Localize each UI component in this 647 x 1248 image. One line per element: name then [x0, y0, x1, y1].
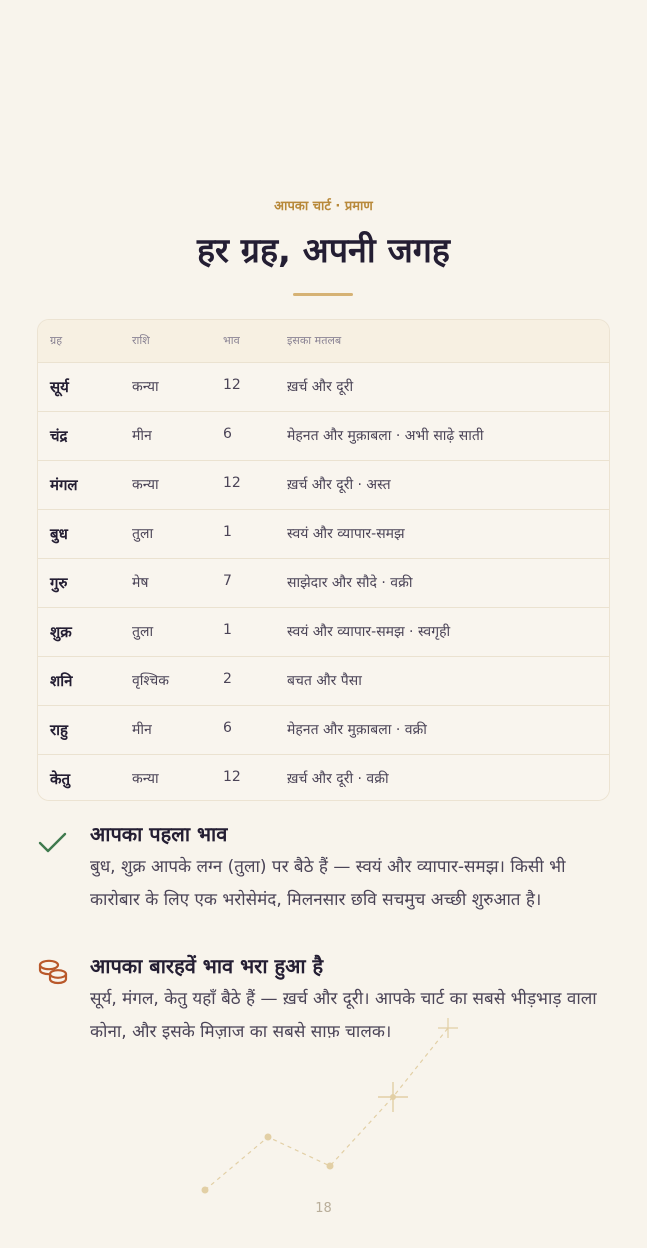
title-divider: [293, 293, 353, 296]
planet-table: [37, 319, 610, 801]
column-header-bhav: भाव: [223, 334, 240, 347]
cell-meaning: बचत और पैसा: [287, 673, 362, 689]
table-row: [38, 706, 609, 755]
cell-rashi: मीन: [132, 722, 152, 738]
table-row: [38, 657, 609, 706]
table-row: [38, 559, 609, 608]
note-title: आपका बारहवें भाव भरा हुआ है: [90, 954, 324, 978]
cell-graha: चंद्र: [50, 427, 68, 445]
note-first-house: [37, 820, 617, 920]
cell-graha: राहु: [50, 721, 68, 739]
column-header-rashi: राशि: [132, 334, 150, 347]
note-title: आपका पहला भाव: [90, 822, 228, 846]
cell-rashi: कन्या: [132, 477, 159, 493]
table-header: [38, 320, 609, 363]
cell-meaning: स्वयं और व्यापार-समझ: [287, 526, 405, 542]
column-header-graha: ग्रह: [50, 334, 63, 347]
cell-meaning: ख़र्च और दूरी · अस्त: [287, 477, 391, 493]
cell-rashi: वृश्चिक: [132, 673, 170, 689]
decorative-constellation: [0, 1010, 647, 1210]
table-row: [38, 461, 609, 510]
cell-graha: मंगल: [50, 476, 78, 494]
cell-graha: सूर्य: [50, 378, 69, 396]
cell-graha: केतु: [50, 770, 71, 788]
cell-meaning: मेहनत और मुक़ाबला · वक्री: [287, 722, 427, 738]
cell-rashi: मीन: [132, 428, 152, 444]
cell-meaning: साझेदार और सौदे · वक्री: [287, 575, 413, 591]
cell-graha: शनि: [50, 672, 73, 690]
cell-rashi: कन्या: [132, 771, 159, 787]
table-row: [38, 755, 609, 801]
cell-bhav: 7: [223, 573, 232, 589]
cell-bhav: 6: [223, 426, 232, 442]
star-dot: [202, 1187, 209, 1194]
cell-bhav: 12: [223, 475, 241, 491]
table-row: [38, 363, 609, 412]
cell-rashi: कन्या: [132, 379, 159, 395]
coins-icon: [37, 956, 69, 988]
star-dot: [327, 1163, 334, 1170]
sparkle-icon: [438, 1018, 458, 1038]
cell-rashi: मेष: [132, 575, 149, 591]
page-title: हर ग्रह, अपनी जगह: [196, 231, 450, 271]
cell-rashi: तुला: [132, 624, 154, 640]
cell-bhav: 1: [223, 524, 232, 540]
eyebrow: आपका चार्ट · प्रमाण: [274, 199, 373, 214]
column-header-meaning: इसका मतलब: [287, 334, 342, 347]
checkmark-icon: [37, 826, 69, 858]
cell-bhav: 12: [223, 769, 241, 785]
note-body: सूर्य, मंगल, केतु यहाँ बैठे हैं — ख़र्च और दूरी। आपके चार्ट का सबसे भीड़भाड़ वाला कोना, और इसके मिज़ाज का सबसे साफ़ चालक।: [90, 989, 597, 1042]
star-dot: [265, 1134, 272, 1141]
table-row: [38, 412, 609, 461]
note-body: बुध, शुक्र आपके लग्न (तुला) पर बैठे हैं — स्वयं और व्यापार-समझ। किसी भी कारोबार के लिए एक भरोसेमंद, मिलनसार छवि सचमुच अच्छी शुरुआत है।: [90, 857, 566, 910]
cell-graha: गुरु: [50, 574, 68, 592]
cell-meaning: ख़र्च और दूरी · वक्री: [287, 771, 389, 787]
cell-bhav: 1: [223, 622, 232, 638]
cell-bhav: 2: [223, 671, 232, 687]
cell-bhav: 12: [223, 377, 241, 393]
cell-bhav: 6: [223, 720, 232, 736]
cell-graha: बुध: [50, 525, 68, 543]
page-number: 18: [315, 1201, 332, 1216]
cell-rashi: तुला: [132, 526, 154, 542]
cell-meaning: ख़र्च और दूरी: [287, 379, 354, 395]
table-row: [38, 608, 609, 657]
cell-graha: शुक्र: [50, 623, 72, 641]
cell-meaning: मेहनत और मुक़ाबला · अभी साढ़े साती: [287, 428, 484, 444]
table-row: [38, 510, 609, 559]
cell-meaning: स्वयं और व्यापार-समझ · स्वगृही: [287, 624, 451, 640]
